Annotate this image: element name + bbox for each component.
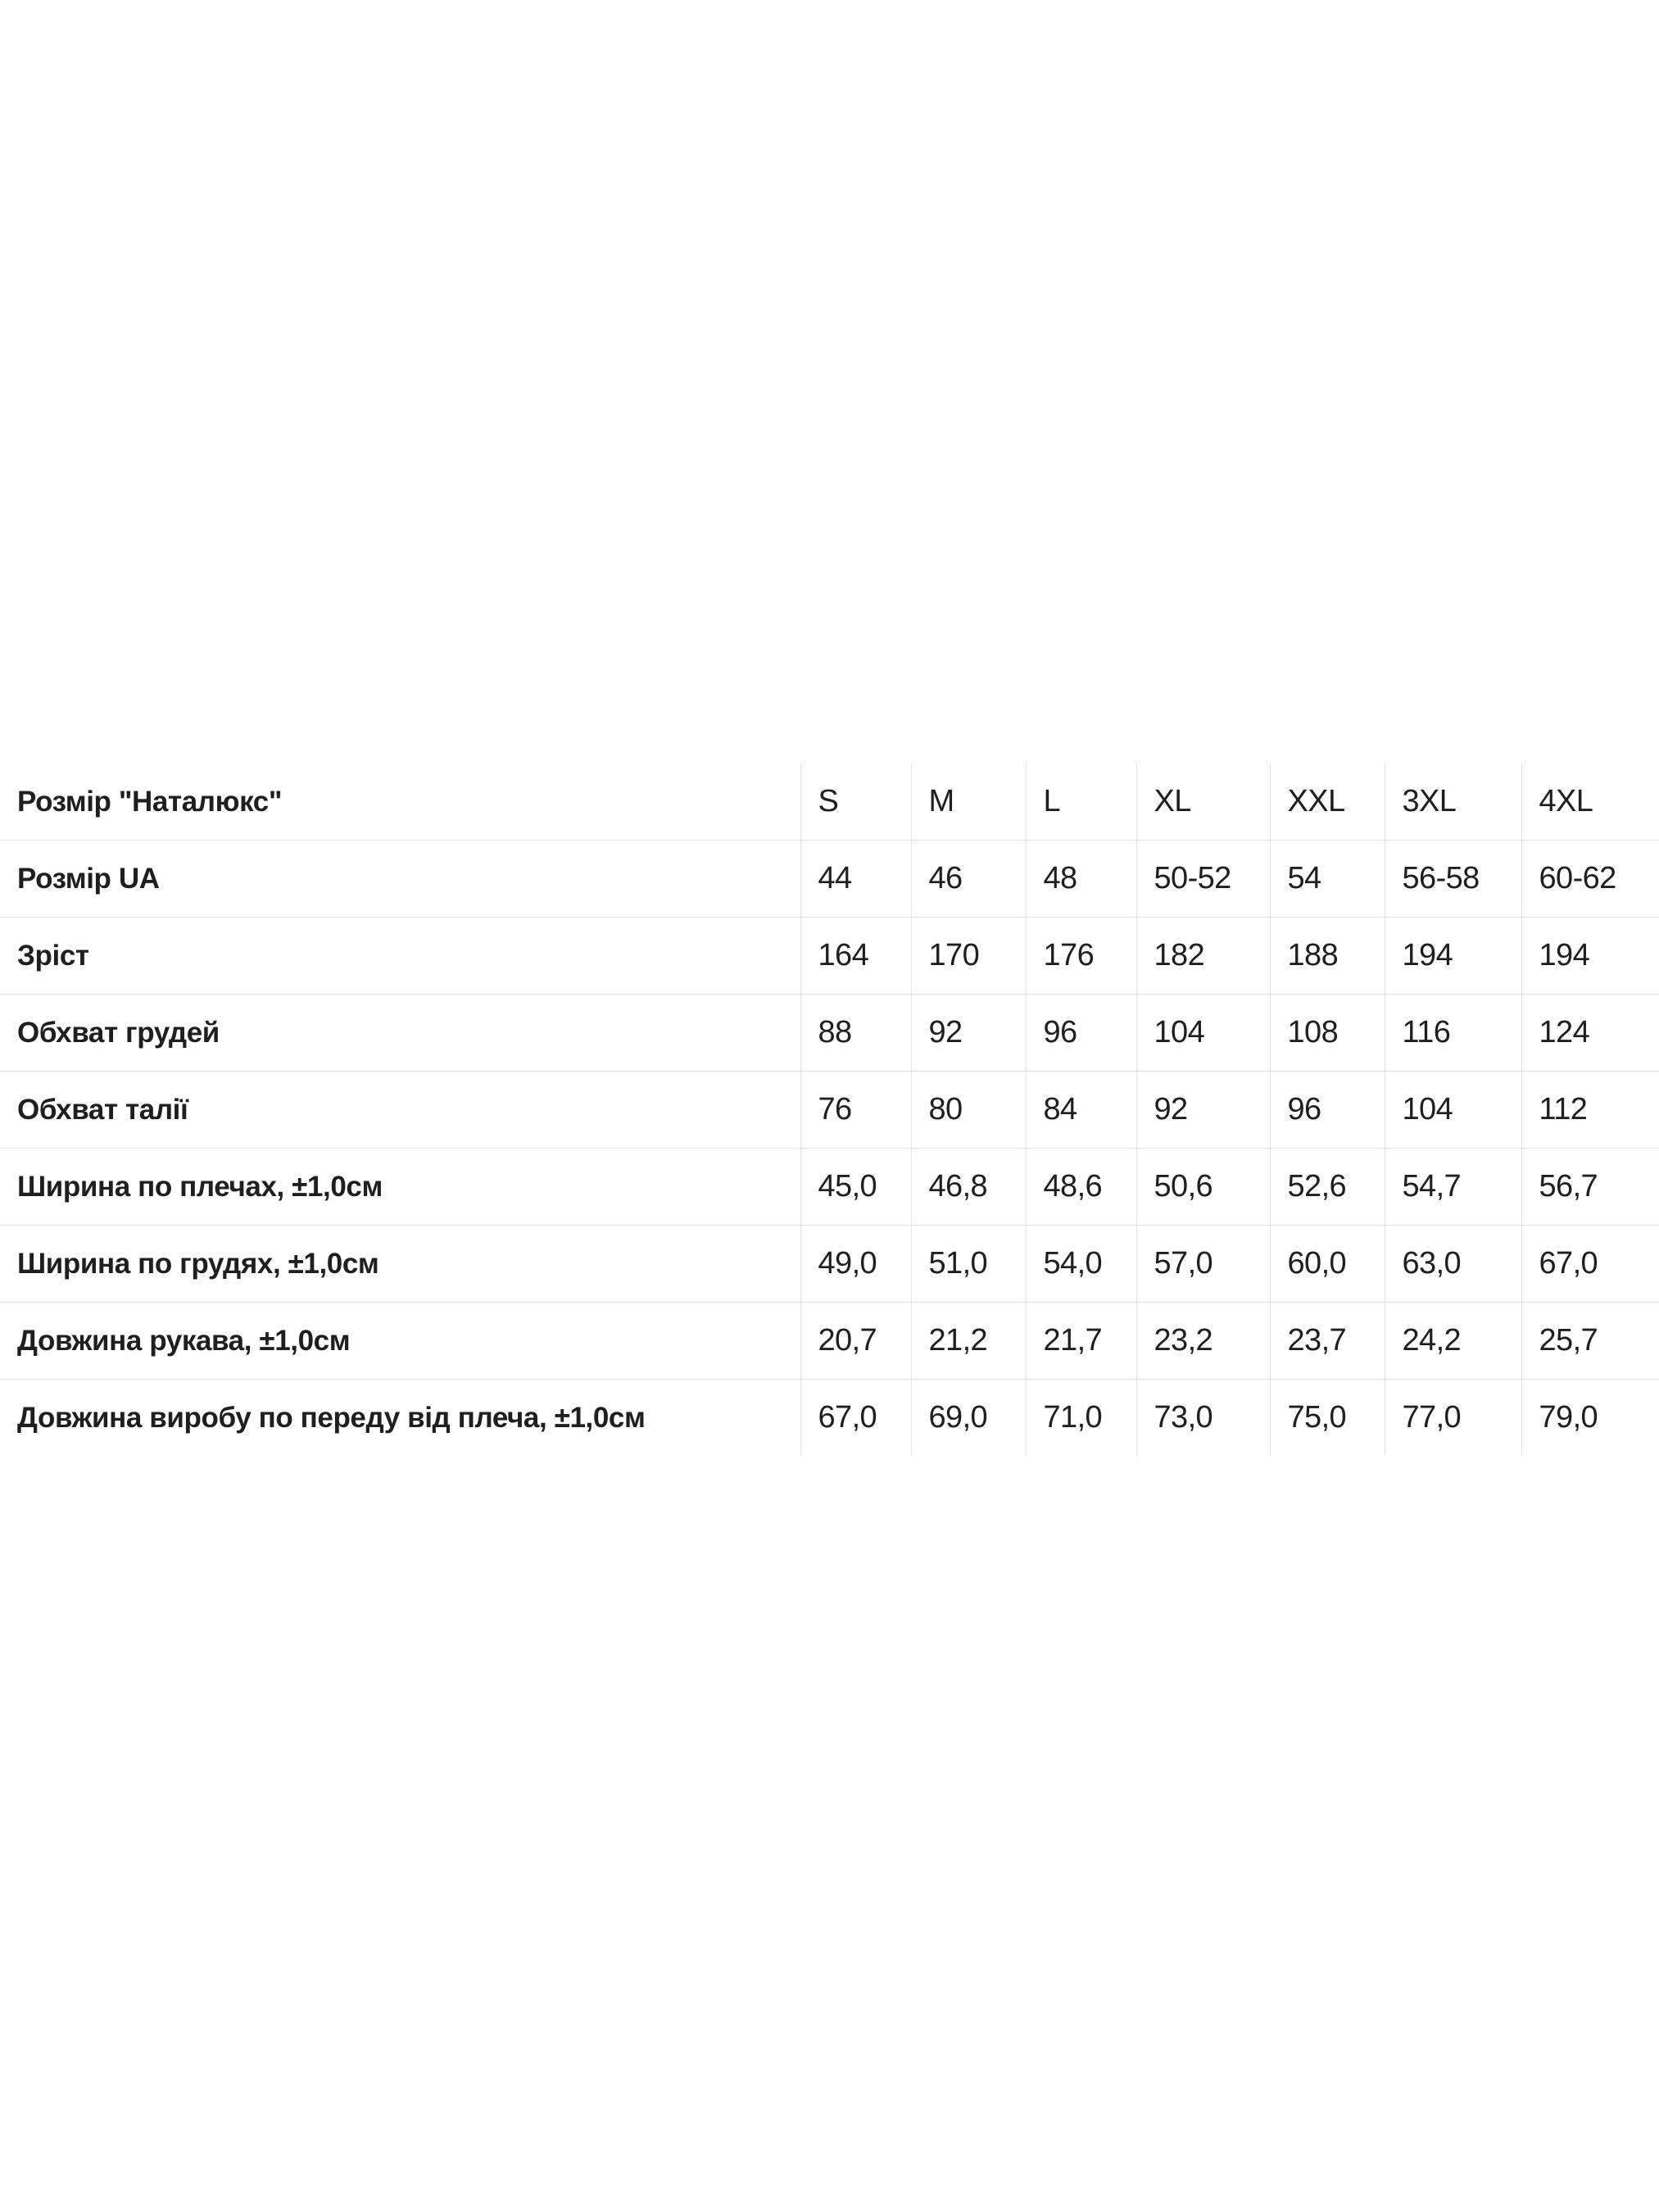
cell-value: 194 bbox=[1385, 918, 1521, 995]
cell-value: 23,2 bbox=[1136, 1303, 1270, 1380]
cell-value: 46 bbox=[911, 841, 1026, 918]
cell-value: 21,2 bbox=[911, 1303, 1026, 1380]
cell-value: 25,7 bbox=[1521, 1303, 1659, 1380]
cell-value: 54,7 bbox=[1385, 1149, 1521, 1226]
size-chart-table bbox=[0, 764, 1659, 1456]
cell-value: 71,0 bbox=[1026, 1380, 1136, 1457]
cell-value: 124 bbox=[1521, 995, 1659, 1072]
cell-value: 57,0 bbox=[1136, 1226, 1270, 1303]
cell-value: 96 bbox=[1026, 995, 1136, 1072]
cell-value: 75,0 bbox=[1270, 1380, 1385, 1457]
cell-value: 51,0 bbox=[911, 1226, 1026, 1303]
cell-value: 56,7 bbox=[1521, 1149, 1659, 1226]
row-shyryna-plechakh bbox=[0, 1149, 1659, 1226]
row-dovzhyna-vyrobu bbox=[0, 1380, 1659, 1457]
cell-value: 79,0 bbox=[1521, 1380, 1659, 1457]
cell-value: 84 bbox=[1026, 1072, 1136, 1149]
cell-value: 104 bbox=[1136, 995, 1270, 1072]
cell-value: 194 bbox=[1521, 918, 1659, 995]
row-obkhvat-hrudei bbox=[0, 995, 1659, 1072]
cell-value: 54,0 bbox=[1026, 1226, 1136, 1303]
cell-value: 116 bbox=[1385, 995, 1521, 1072]
cell-value: 69,0 bbox=[911, 1380, 1026, 1457]
cell-value: 52,6 bbox=[1270, 1149, 1385, 1226]
cell-value: 20,7 bbox=[800, 1303, 911, 1380]
row-label: Ширина по грудях, ±1,0см bbox=[0, 1226, 800, 1303]
cell-value: 63,0 bbox=[1385, 1226, 1521, 1303]
cell-value: 182 bbox=[1136, 918, 1270, 995]
cell-value: 164 bbox=[800, 918, 911, 995]
cell-value: 67,0 bbox=[1521, 1226, 1659, 1303]
cell-value: 73,0 bbox=[1136, 1380, 1270, 1457]
col-header-xxl: XXL bbox=[1270, 764, 1385, 841]
cell-value: 50,6 bbox=[1136, 1149, 1270, 1226]
cell-value: 92 bbox=[911, 995, 1026, 1072]
size-chart bbox=[0, 764, 1659, 1456]
cell-value: 88 bbox=[800, 995, 911, 1072]
row-label: Обхват талії bbox=[0, 1072, 800, 1149]
cell-value: 67,0 bbox=[800, 1380, 911, 1457]
cell-value: 77,0 bbox=[1385, 1380, 1521, 1457]
cell-value: 23,7 bbox=[1270, 1303, 1385, 1380]
row-zrist bbox=[0, 918, 1659, 995]
row-obkhvat-talii bbox=[0, 1072, 1659, 1149]
cell-value: 60,0 bbox=[1270, 1226, 1385, 1303]
cell-value: 176 bbox=[1026, 918, 1136, 995]
cell-value: 112 bbox=[1521, 1072, 1659, 1149]
row-shyryna-hrudiakh bbox=[0, 1226, 1659, 1303]
cell-value: 80 bbox=[911, 1072, 1026, 1149]
cell-value: 108 bbox=[1270, 995, 1385, 1072]
cell-value: 48 bbox=[1026, 841, 1136, 918]
row-label: Зріст bbox=[0, 918, 800, 995]
cell-value: 21,7 bbox=[1026, 1303, 1136, 1380]
cell-value: 46,8 bbox=[911, 1149, 1026, 1226]
cell-value: 170 bbox=[911, 918, 1026, 995]
cell-value: 48,6 bbox=[1026, 1149, 1136, 1226]
cell-value: 60-62 bbox=[1521, 841, 1659, 918]
header-row bbox=[0, 764, 1659, 841]
row-dovzhyna-rukava bbox=[0, 1303, 1659, 1380]
col-header-xl: XL bbox=[1136, 764, 1270, 841]
col-header-s: S bbox=[800, 764, 911, 841]
cell-value: 44 bbox=[800, 841, 911, 918]
cell-value: 96 bbox=[1270, 1072, 1385, 1149]
cell-value: 49,0 bbox=[800, 1226, 911, 1303]
cell-value: 104 bbox=[1385, 1072, 1521, 1149]
cell-value: 76 bbox=[800, 1072, 911, 1149]
cell-value: 56-58 bbox=[1385, 841, 1521, 918]
cell-value: 50-52 bbox=[1136, 841, 1270, 918]
col-header-3xl: 3XL bbox=[1385, 764, 1521, 841]
col-header-4xl: 4XL bbox=[1521, 764, 1659, 841]
col-header-l: L bbox=[1026, 764, 1136, 841]
cell-value: 45,0 bbox=[800, 1149, 911, 1226]
row-label: Ширина по плечах, ±1,0см bbox=[0, 1149, 800, 1226]
row-label: Довжина виробу по переду від плеча, ±1,0см bbox=[17, 1401, 646, 1434]
row-label: Довжина рукава, ±1,0см bbox=[0, 1303, 800, 1380]
cell-value: 92 bbox=[1136, 1072, 1270, 1149]
cell-value: 188 bbox=[1270, 918, 1385, 995]
row-rozmir-ua bbox=[0, 841, 1659, 918]
table-title-cell: Розмір "Наталюкс" bbox=[0, 764, 800, 841]
row-label: Обхват грудей bbox=[0, 995, 800, 1072]
row-label: Розмір UA bbox=[0, 841, 800, 918]
col-header-m: M bbox=[911, 764, 1026, 841]
cell-value: 54 bbox=[1270, 841, 1385, 918]
cell-value: 24,2 bbox=[1385, 1303, 1521, 1380]
